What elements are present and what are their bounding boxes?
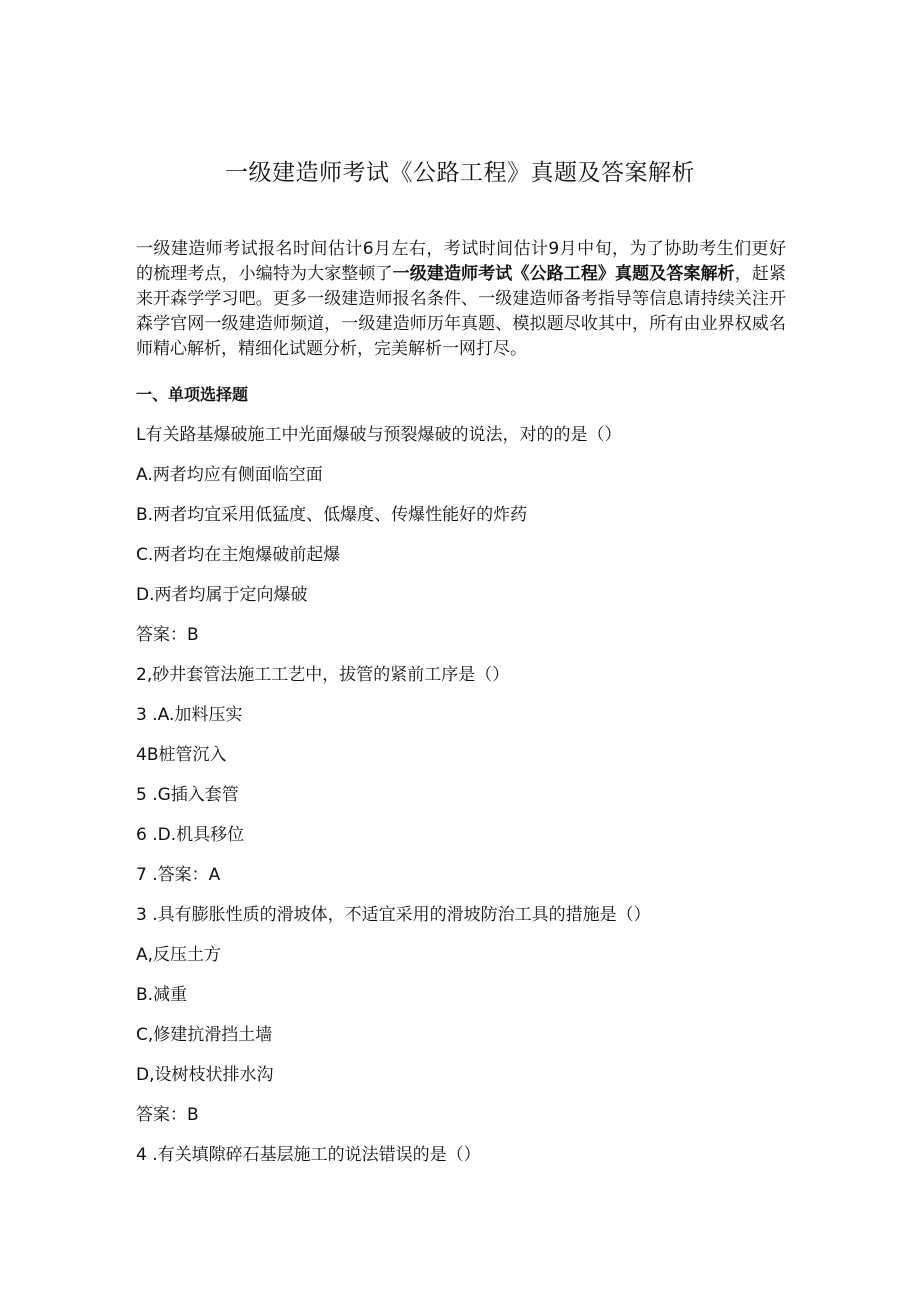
question-2-answer: 7 .答案：A <box>136 865 221 885</box>
question-3-option-b: B.减重 <box>136 985 188 1005</box>
question-1-option-d: D.两者均属于定向爆破 <box>136 585 308 605</box>
question-1: L有关路基爆破施工中光面爆破与预裂爆破的说法，对的的是（） <box>136 425 622 445</box>
question-2-option-c: 5 .G插入套管 <box>136 785 239 805</box>
intro-text-bold: 一级建造师考试《公路工程》真题及答案解析 <box>392 264 735 284</box>
question-1-option-a: A.两者均应有侧面临空面 <box>136 465 323 485</box>
question-2-option-a: 3 .A.加料压实 <box>136 705 243 725</box>
question-3-option-a: A,反压土方 <box>136 945 222 965</box>
intro-paragraph <box>136 237 786 362</box>
question-2-option-d: 6 .D.机具移位 <box>136 825 245 845</box>
question-1-option-c: C.两者均在主炮爆破前起爆 <box>136 545 341 565</box>
question-3-option-d: D,设树枝状排水沟 <box>136 1065 274 1085</box>
question-3: 3 .具有膨胀性质的滑坡体，不适宜采用的滑坡防治工具的措施是（） <box>136 905 651 925</box>
question-2-option-b: 4B桩管沉入 <box>136 745 227 765</box>
question-3-option-c: C,修建抗滑挡土墙 <box>136 1025 273 1045</box>
intro-text-start: 一级建造师考试报名时间估计6月左右，考试时间估计9月中旬，为了协助考生们更好的梳理考点，小编特为大家整顿了 <box>136 239 786 284</box>
question-1-option-b: B.两者均宜采用低猛度、低爆度、传爆性能好的炸药 <box>136 505 528 525</box>
question-1-answer: 答案：B <box>136 625 199 645</box>
intro-text-end: ，赶紧来开森学学习吧。更多一级建造师报名条件、一级建造师备考指导等信息请持续关注开森学官网一级建造师频道，一级建造师历年真题、模拟题尽收其中，所有由业界权威名师精心解析，精细化试题分析，完美解析一网打尽。 <box>136 264 787 359</box>
question-3-answer: 答案：B <box>136 1105 199 1125</box>
question-4: 4 .有关填隙碎石基层施工的说法错误的是（） <box>136 1145 481 1165</box>
section-heading: 一、单项选择题 <box>136 385 249 404</box>
question-2: 2,砂井套管法施工工艺中，拔管的紧前工序是（） <box>136 665 510 685</box>
document-title: 一级建造师考试《公路工程》真题及答案解析 <box>225 160 695 186</box>
